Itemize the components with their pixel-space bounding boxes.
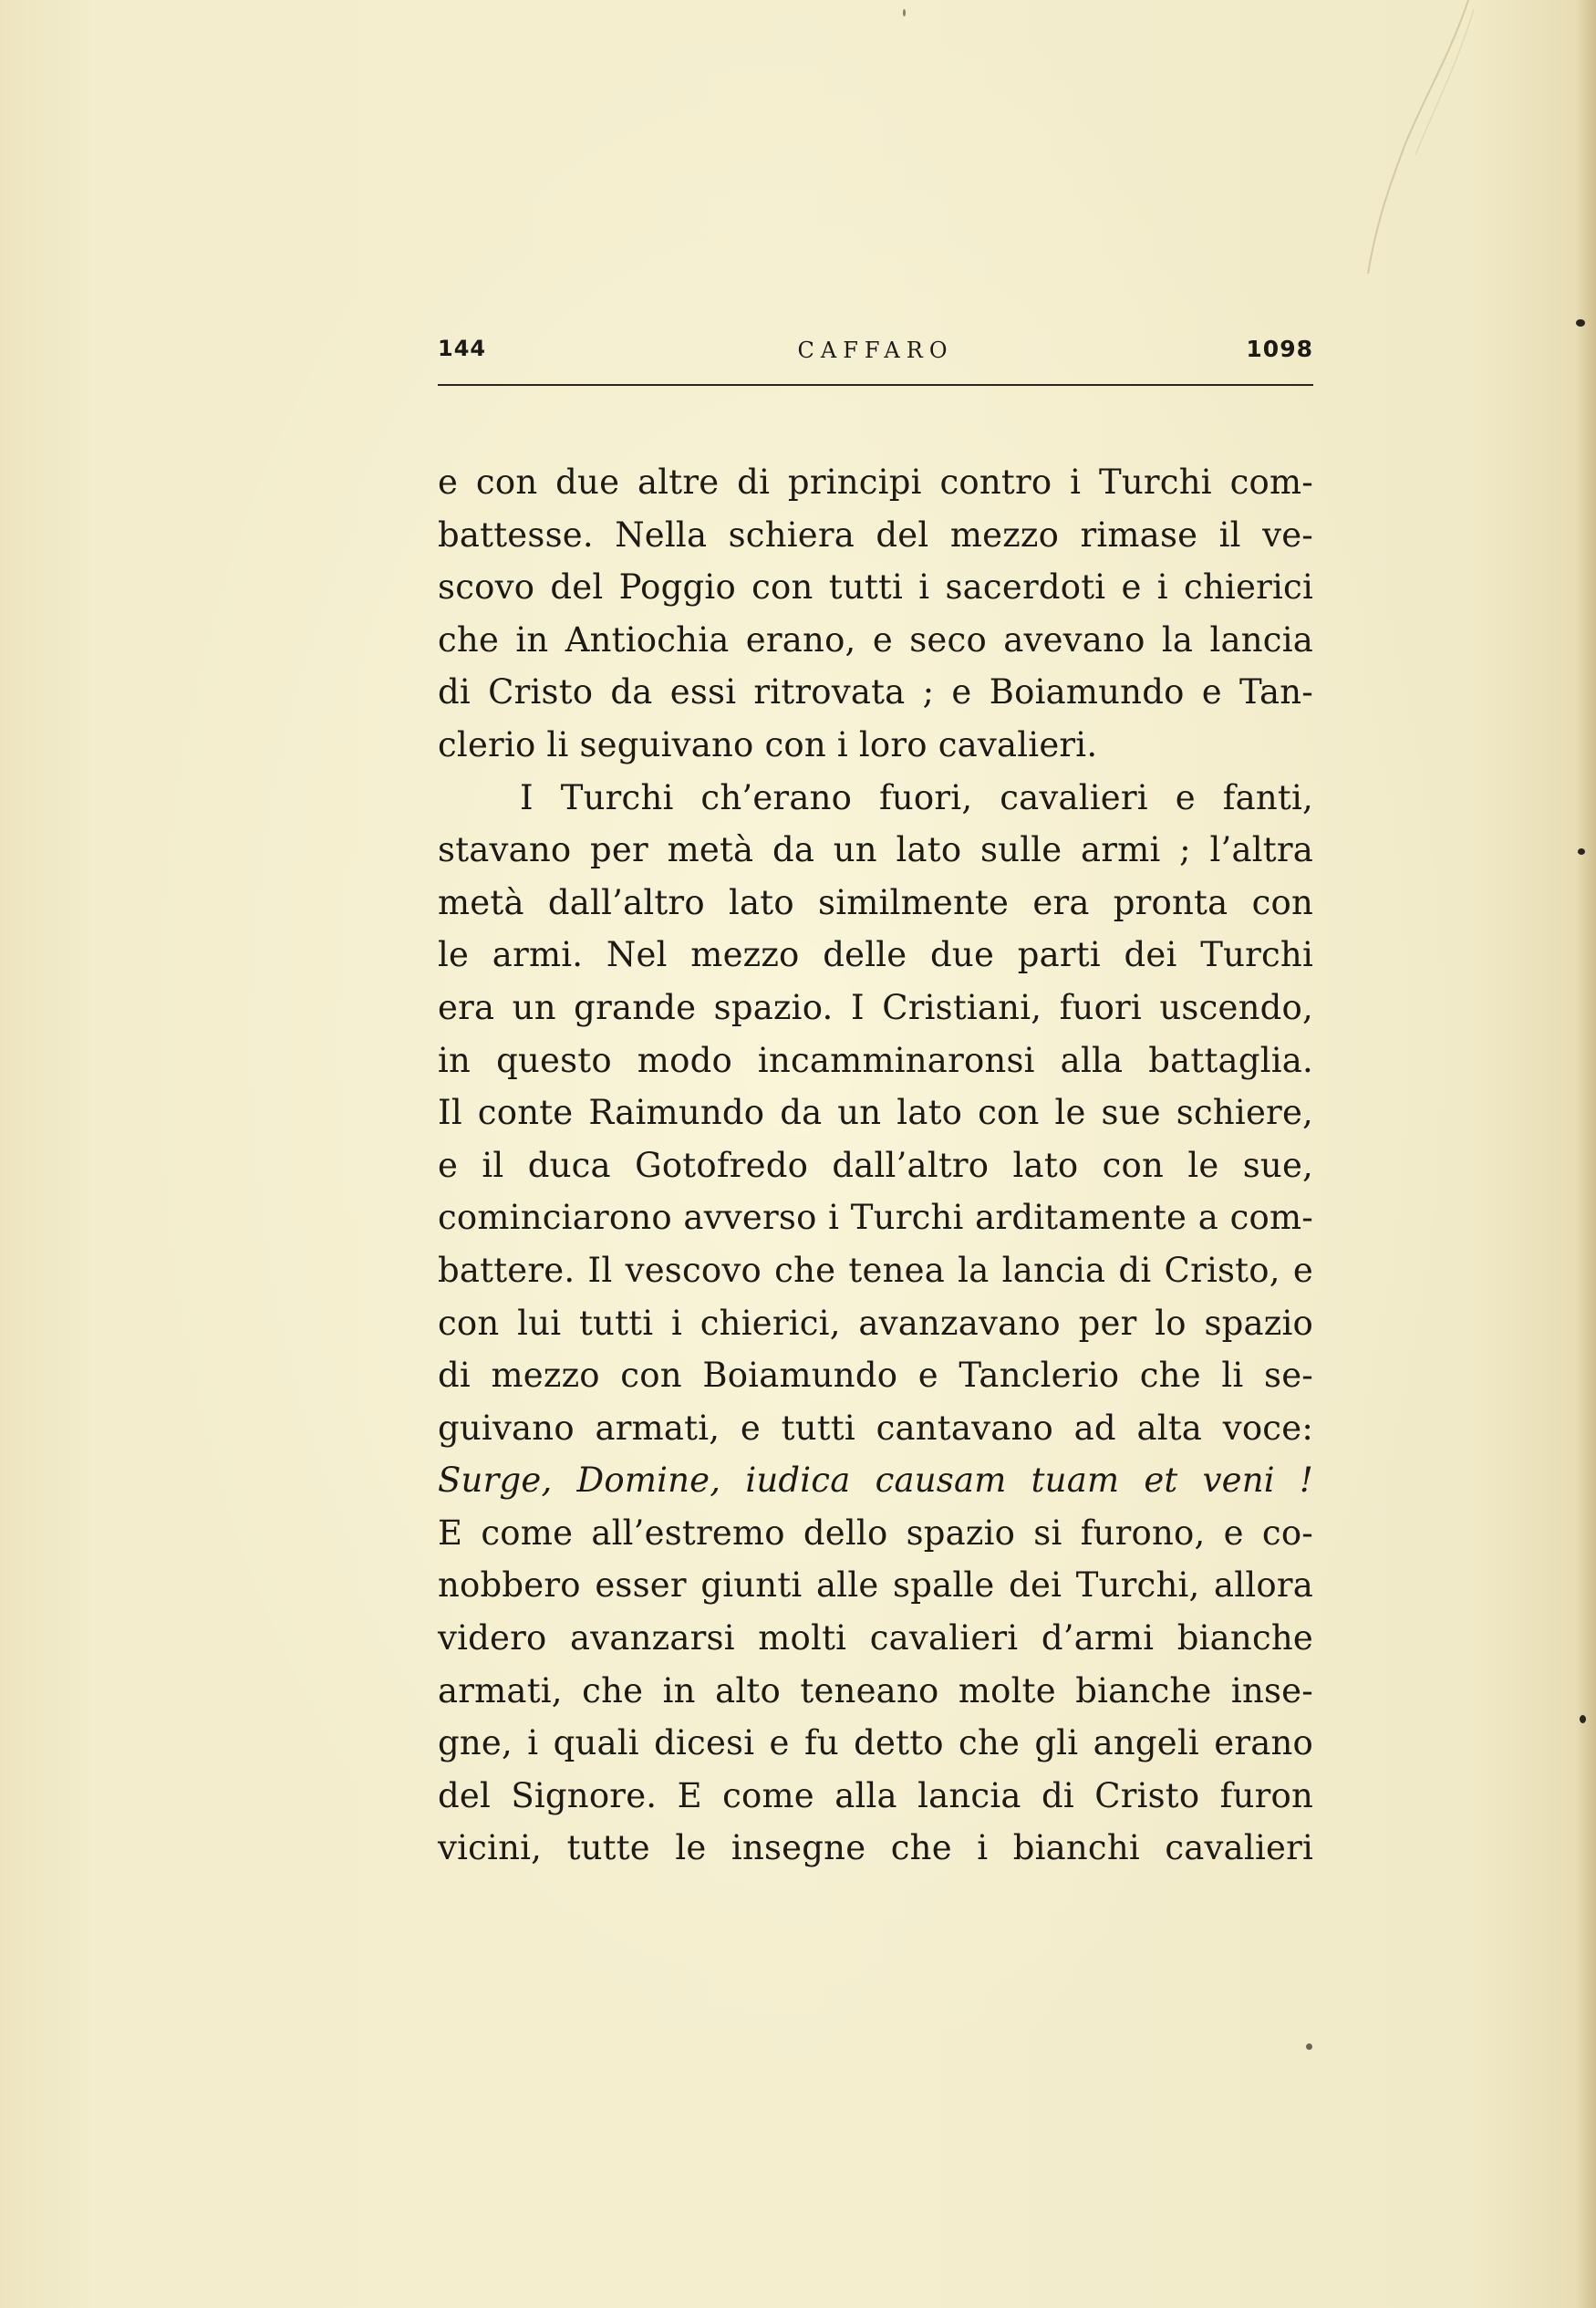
- paper-speck: [1580, 1715, 1586, 1723]
- text-line: scovo del Poggio con tutti i sacerdoti e i chierici: [438, 567, 1313, 608]
- text-line: battesse. Nella schiera del mezzo rimase il ve-: [438, 515, 1313, 555]
- text-line: di Cristo da essi ritrovata ; e Boiamundo e Tan-: [438, 672, 1313, 712]
- text-line: clerio li seguivano con i loro cavalieri.: [438, 724, 1098, 764]
- text-line: con lui tutti i chierici, avanzavano per lo spazio: [438, 1303, 1313, 1343]
- text-line: le armi. Nel mezzo delle due parti dei Turchi: [438, 935, 1313, 975]
- page-edge-shadow: [1576, 0, 1596, 2308]
- text-line: I Turchi ch’erano fuori, cavalieri e fanti,: [520, 777, 1313, 817]
- paper-crease-mark: [1350, 0, 1477, 274]
- text-line: del Signore. E come alla lancia di Cristo furon: [438, 1775, 1313, 1815]
- text-line: in questo modo incamminaronsi alla battaglia.: [438, 1040, 1313, 1080]
- text-line: vicini, tutte le insegne che i bianchi cavalieri: [438, 1828, 1313, 1868]
- running-header: [438, 336, 1313, 372]
- text-line: cominciarono avverso i Turchi arditamente a com-: [438, 1198, 1313, 1238]
- paper-speck: [1578, 848, 1585, 855]
- text-line: di mezzo con Boiamundo e Tanclerio che li se-: [438, 1356, 1313, 1396]
- text-line: Il conte Raimundo da un lato con le sue schiere,: [438, 1093, 1313, 1133]
- body-text: [438, 456, 1313, 1875]
- text-line: era un grande spazio. I Cristiani, fuori uscendo,: [438, 987, 1313, 1027]
- text-line: nobbero esser giunti alle spalle dei Turchi, allora: [438, 1565, 1313, 1606]
- text-line: guivano armati, e tutti cantavano ad alta voce:: [438, 1408, 1313, 1448]
- text-line: E come all’estremo dello spazio si furono, e co-: [438, 1513, 1313, 1553]
- running-title: CAFFARO: [797, 338, 954, 363]
- text-line: e il duca Gotofredo dall’altro lato con le sue,: [438, 1145, 1313, 1185]
- text-line: videro avanzarsi molti cavalieri d’armi bianche: [438, 1618, 1313, 1658]
- page-number: 144: [438, 336, 487, 361]
- paper-speck: [903, 9, 906, 16]
- header-year: 1098: [1246, 336, 1313, 362]
- text-line: armati, che in alto teneano molte bianche inse-: [438, 1670, 1313, 1710]
- text-line: battere. Il vescovo che tenea la lancia di Cristo, e: [438, 1250, 1313, 1290]
- paper-speck: [1306, 2043, 1312, 2050]
- text-line: gne, i quali dicesi e fu detto che gli angeli erano: [438, 1723, 1313, 1763]
- text-line: che in Antiochia erano, e seco avevano la lancia: [438, 619, 1313, 660]
- text-line: e con due altre di principi contro i Turchi com-: [438, 463, 1313, 502]
- text-line: metà dall’altro lato similmente era pronta con: [438, 882, 1313, 922]
- paper-speck: [1576, 319, 1585, 327]
- text-line-latin-quote: Surge, Domine, iudica causam tuam et veni !: [438, 1461, 1313, 1501]
- header-rule: [438, 384, 1313, 386]
- text-line: stavano per metà da un lato sulle armi ; l’altra: [438, 830, 1313, 870]
